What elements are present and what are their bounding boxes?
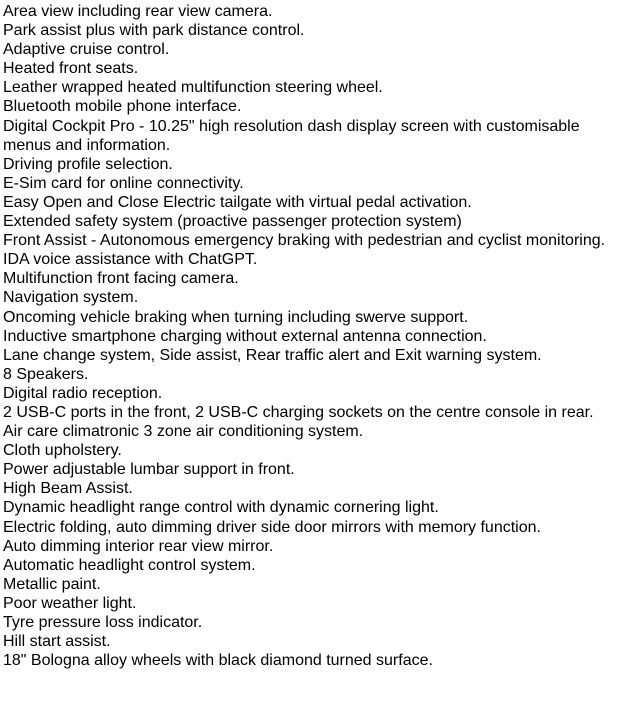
feature-item: IDA voice assistance with ChatGPT. (3, 251, 258, 269)
feature-item: Metallic paint. (3, 575, 101, 593)
feature-item: Lane change system, Side assist, Rear traffic alert and Exit warning system. (3, 346, 542, 364)
feature-item: Adaptive cruise control. (3, 41, 170, 59)
feature-item: 18" Bologna alloy wheels with black diamond turned surface. (3, 652, 433, 670)
feature-item: Front Assist - Autonomous emergency braking with pedestrian and cyclist monitoring. (3, 232, 606, 250)
feature-item: Tyre pressure loss indicator. (3, 614, 203, 631)
feature-item: 2 USB-C ports in the front, 2 USB-C charging sockets on the centre console in rear. (3, 403, 594, 421)
feature-item: Area view including rear view camera. (3, 3, 273, 20)
feature-item: Extended safety system (proactive passenger protection system) (3, 213, 462, 231)
feature-item: E-Sim card for online connectivity. (3, 174, 244, 192)
feature-item: Electric folding, auto dimming driver side door mirrors with memory function. (3, 518, 541, 536)
feature-item: High Beam Assist. (3, 480, 133, 498)
feature-item: 8 Speakers. (3, 365, 89, 383)
feature-item: Automatic headlight control system. (3, 556, 256, 574)
feature-item: Air care climatronic 3 zone air conditioning system. (3, 423, 364, 441)
feature-item: Multifunction front facing camera. (3, 270, 239, 288)
feature-item: Auto dimming interior rear view mirror. (3, 537, 274, 555)
feature-item: Cloth upholstery. (3, 442, 122, 460)
feature-item: Dynamic headlight range control with dynamic cornering light. (3, 499, 439, 517)
feature-item: Navigation system. (3, 289, 139, 307)
feature-item: Park assist plus with park distance control. (3, 22, 305, 40)
feature-item: Power adjustable lumbar support in front. (3, 461, 295, 479)
feature-item: Leather wrapped heated multifunction steering wheel. (3, 79, 383, 97)
feature-list (3, 2, 611, 670)
feature-item: Poor weather light. (3, 594, 137, 612)
feature-item: Inductive smartphone charging without external antenna connection. (3, 327, 487, 345)
feature-item: Easy Open and Close Electric tailgate with virtual pedal activation. (3, 193, 472, 211)
feature-item: Digital radio reception. (3, 384, 163, 402)
feature-item: Heated front seats. (3, 60, 139, 78)
feature-item: Bluetooth mobile phone interface. (3, 98, 242, 116)
feature-item: Digital Cockpit Pro - 10.25" high resolution dash display screen with customisable menus and information. (3, 117, 580, 154)
feature-item: Oncoming vehicle braking when turning including swerve support. (3, 308, 469, 326)
feature-item: Hill start assist. (3, 633, 111, 651)
feature-item: Driving profile selection. (3, 155, 173, 173)
